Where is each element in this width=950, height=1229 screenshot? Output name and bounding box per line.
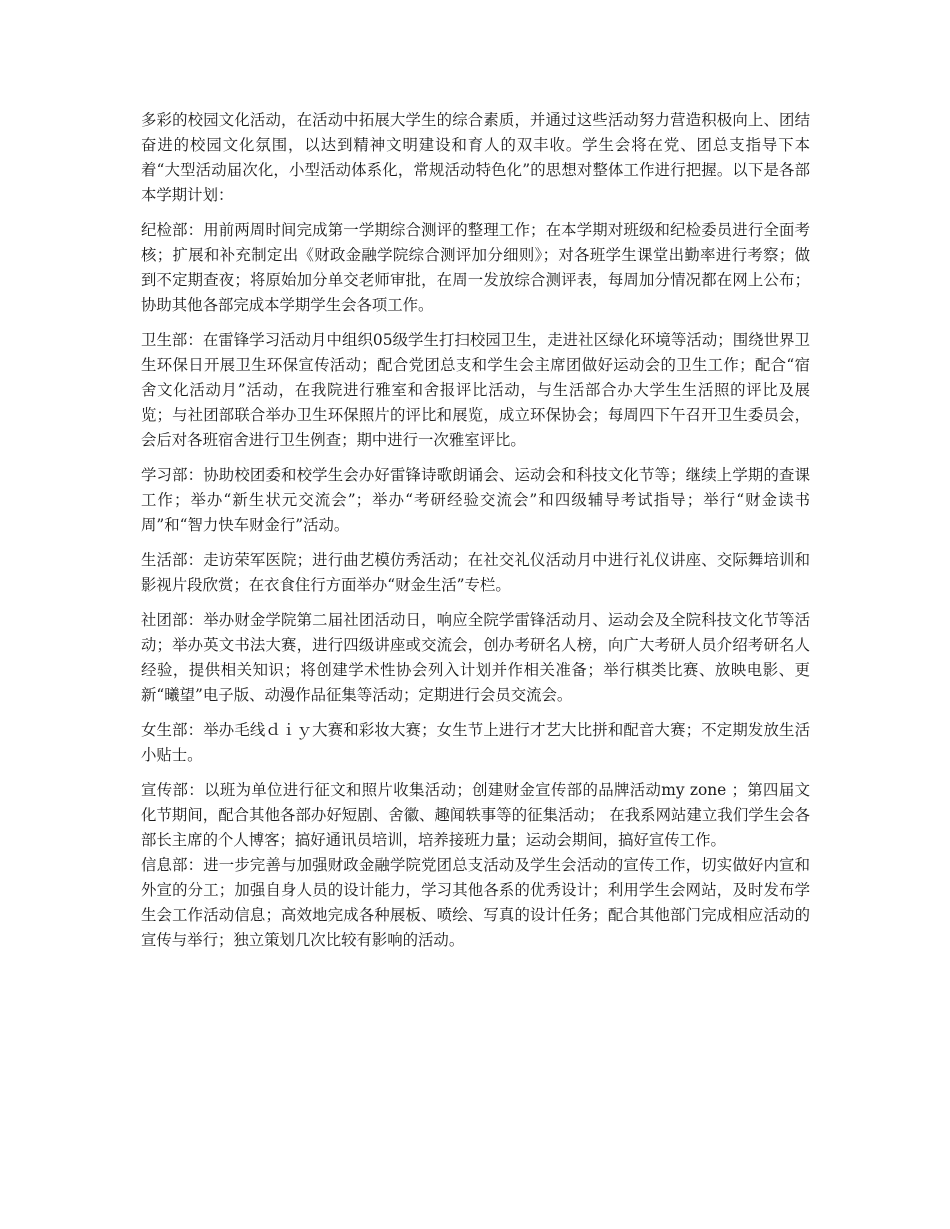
study-dept-paragraph: 学习部：协助校团委和校学生会办好雷锋诗歌朗诵会、运动会和科技文化节等；继续上学期的查课工作；举办“新生状元交流会”；举办“考研经验交流会”和四级辅导考试指导；举行“财金读书周”和“智力快车财金行”活动。	[141, 466, 810, 534]
health-dept-paragraph: 卫生部：在雷锋学习活动月中组织05级学生打扫校园卫生，走进社区绿化环境等活动；围绕世界卫生环保日开展卫生环保宣传活动；配合党团总支和学生会主席团做好运动会的卫生工作；配合“宿舍文化活动月”活动，在我院进行雅室和舍报评比活动，与生活部合办大学生生活照的评比及展览；与社团部联合举办卫生环保照片的评比和展览，成立环保协会；每周四下午召开卫生委员会，会后对各班宿舍进行卫生例查；期中进行一次雅室评比。	[141, 331, 810, 449]
intro-paragraph: 多彩的校园文化活动，在活动中拓展大学生的综合素质，并通过这些活动努力营造积极向上、团结奋进的校园文化氛围，以达到精神文明建设和育人的双丰收。学生会将在党、团总支指导下本着“大型活动届次化，小型活动体系化，常规活动特色化”的思想对整体工作进行把握。以下是各部本学期计划：	[141, 111, 810, 204]
publicity-dept-paragraph: 宣传部：以班为单位进行征文和照片收集活动；创建财金宣传部的品牌活动my zone ；第四届文化节期间，配合其他各部办好短剧、舍徽、趣闻轶事等的征集活动； 在我系网站建立我们学生会各部长主席的个人博客；搞好通讯员培训，培养接班力量；运动会期间，搞好宣传工作。	[141, 781, 810, 849]
document-body	[141, 108, 810, 963]
information-dept-paragraph: 信息部：进一步完善与加强财政金融学院党团总支活动及学生会活动的宣传工作，切实做好内宣和外宣的分工；加强自身人员的设计能力，学习其他各系的优秀设计；利用学生会网站，及时发布学生会工作活动信息；高效地完成各种展板、喷绘、写真的设计任务；配合其他部门完成相应活动的宣传与举行；独立策划几次比较有影响的活动。	[141, 856, 810, 949]
female-dept-paragraph: 女生部：举办毛线ｄｉｙ大赛和彩妆大赛；女生节上进行才艺大比拼和配音大赛；不定期发放生活小贴士。	[141, 721, 810, 764]
discipline-dept-paragraph: 纪检部：用前两周时间完成第一学期综合测评的整理工作；在本学期对班级和纪检委员进行全面考核；扩展和补充制定出《财政金融学院综合测评加分细则》；对各班学生课堂出勤率进行考察；做到不定期查夜；将原始加分单交老师审批，在周一发放综合测评表，每周加分情况都在网上公布；协助其他各部完成本学期学生会各项工作。	[141, 221, 810, 314]
life-dept-paragraph: 生活部：走访荣军医院；进行曲艺模仿秀活动；在社交礼仪活动月中进行礼仪讲座、交际舞培训和影视片段欣赏；在衣食住行方面举办“财金生活”专栏。	[141, 551, 810, 594]
club-dept-paragraph: 社团部：举办财金学院第二届社团活动日，响应全院学雷锋活动月、运动会及全院科技文化节等活动；举办英文书法大赛，进行四级讲座或交流会，创办考研名人榜，向广大考研人员介绍考研名人经验，提供相关知识；将创建学术性协会列入计划并作相关准备；举行棋类比赛、放映电影、更新“曦望”电子版、动漫作品征集等活动；定期进行会员交流会。	[141, 611, 810, 704]
